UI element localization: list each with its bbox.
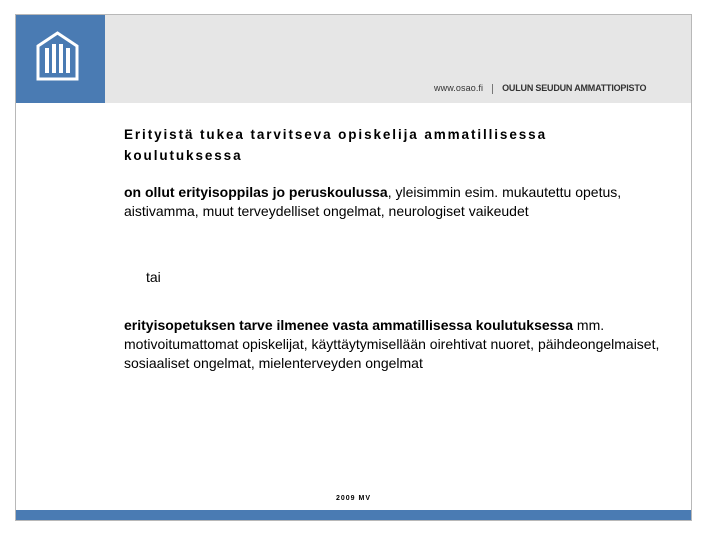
paragraph-1: [124, 183, 664, 221]
site-header-line: [434, 83, 646, 94]
or-text: tai: [146, 269, 161, 285]
paragraph-3-emphasis: erityisopetuksen tarve ilmenee vasta ammatillisessa koulutuksessa: [124, 317, 574, 333]
osao-logo-icon: [35, 30, 80, 82]
paragraph-1-text: , yleisimmin esim. mukautettu opetus, aistivamma, muut terveydelliset ongelmat, neurologiset vaikeudet: [124, 184, 622, 219]
left-strip: [16, 103, 105, 520]
header-separator: [492, 84, 493, 94]
paragraph-1-emphasis: on ollut erityisoppilas jo peruskoulussa: [124, 184, 388, 200]
footer-text: 2009 MV: [336, 495, 372, 502]
site-url[interactable]: www.osao.fi: [434, 83, 484, 93]
paragraph-3-text: mm. motivoitumattomat opiskelijat, käyttäytymisellään oirehtivat nuoret, päihdeongelmaiset, sosiaaliset ongelmat, mielenterveyden ongelmat: [124, 317, 660, 371]
organization-name: OULUN SEUDUN AMMATTIOPISTO: [502, 83, 647, 93]
slide-title: Erityistä tukea tarvitseva opiskelija ammatillisessa koulutuksessa: [124, 127, 547, 163]
bottom-bar: [16, 510, 691, 520]
paragraph-3: [124, 316, 664, 373]
